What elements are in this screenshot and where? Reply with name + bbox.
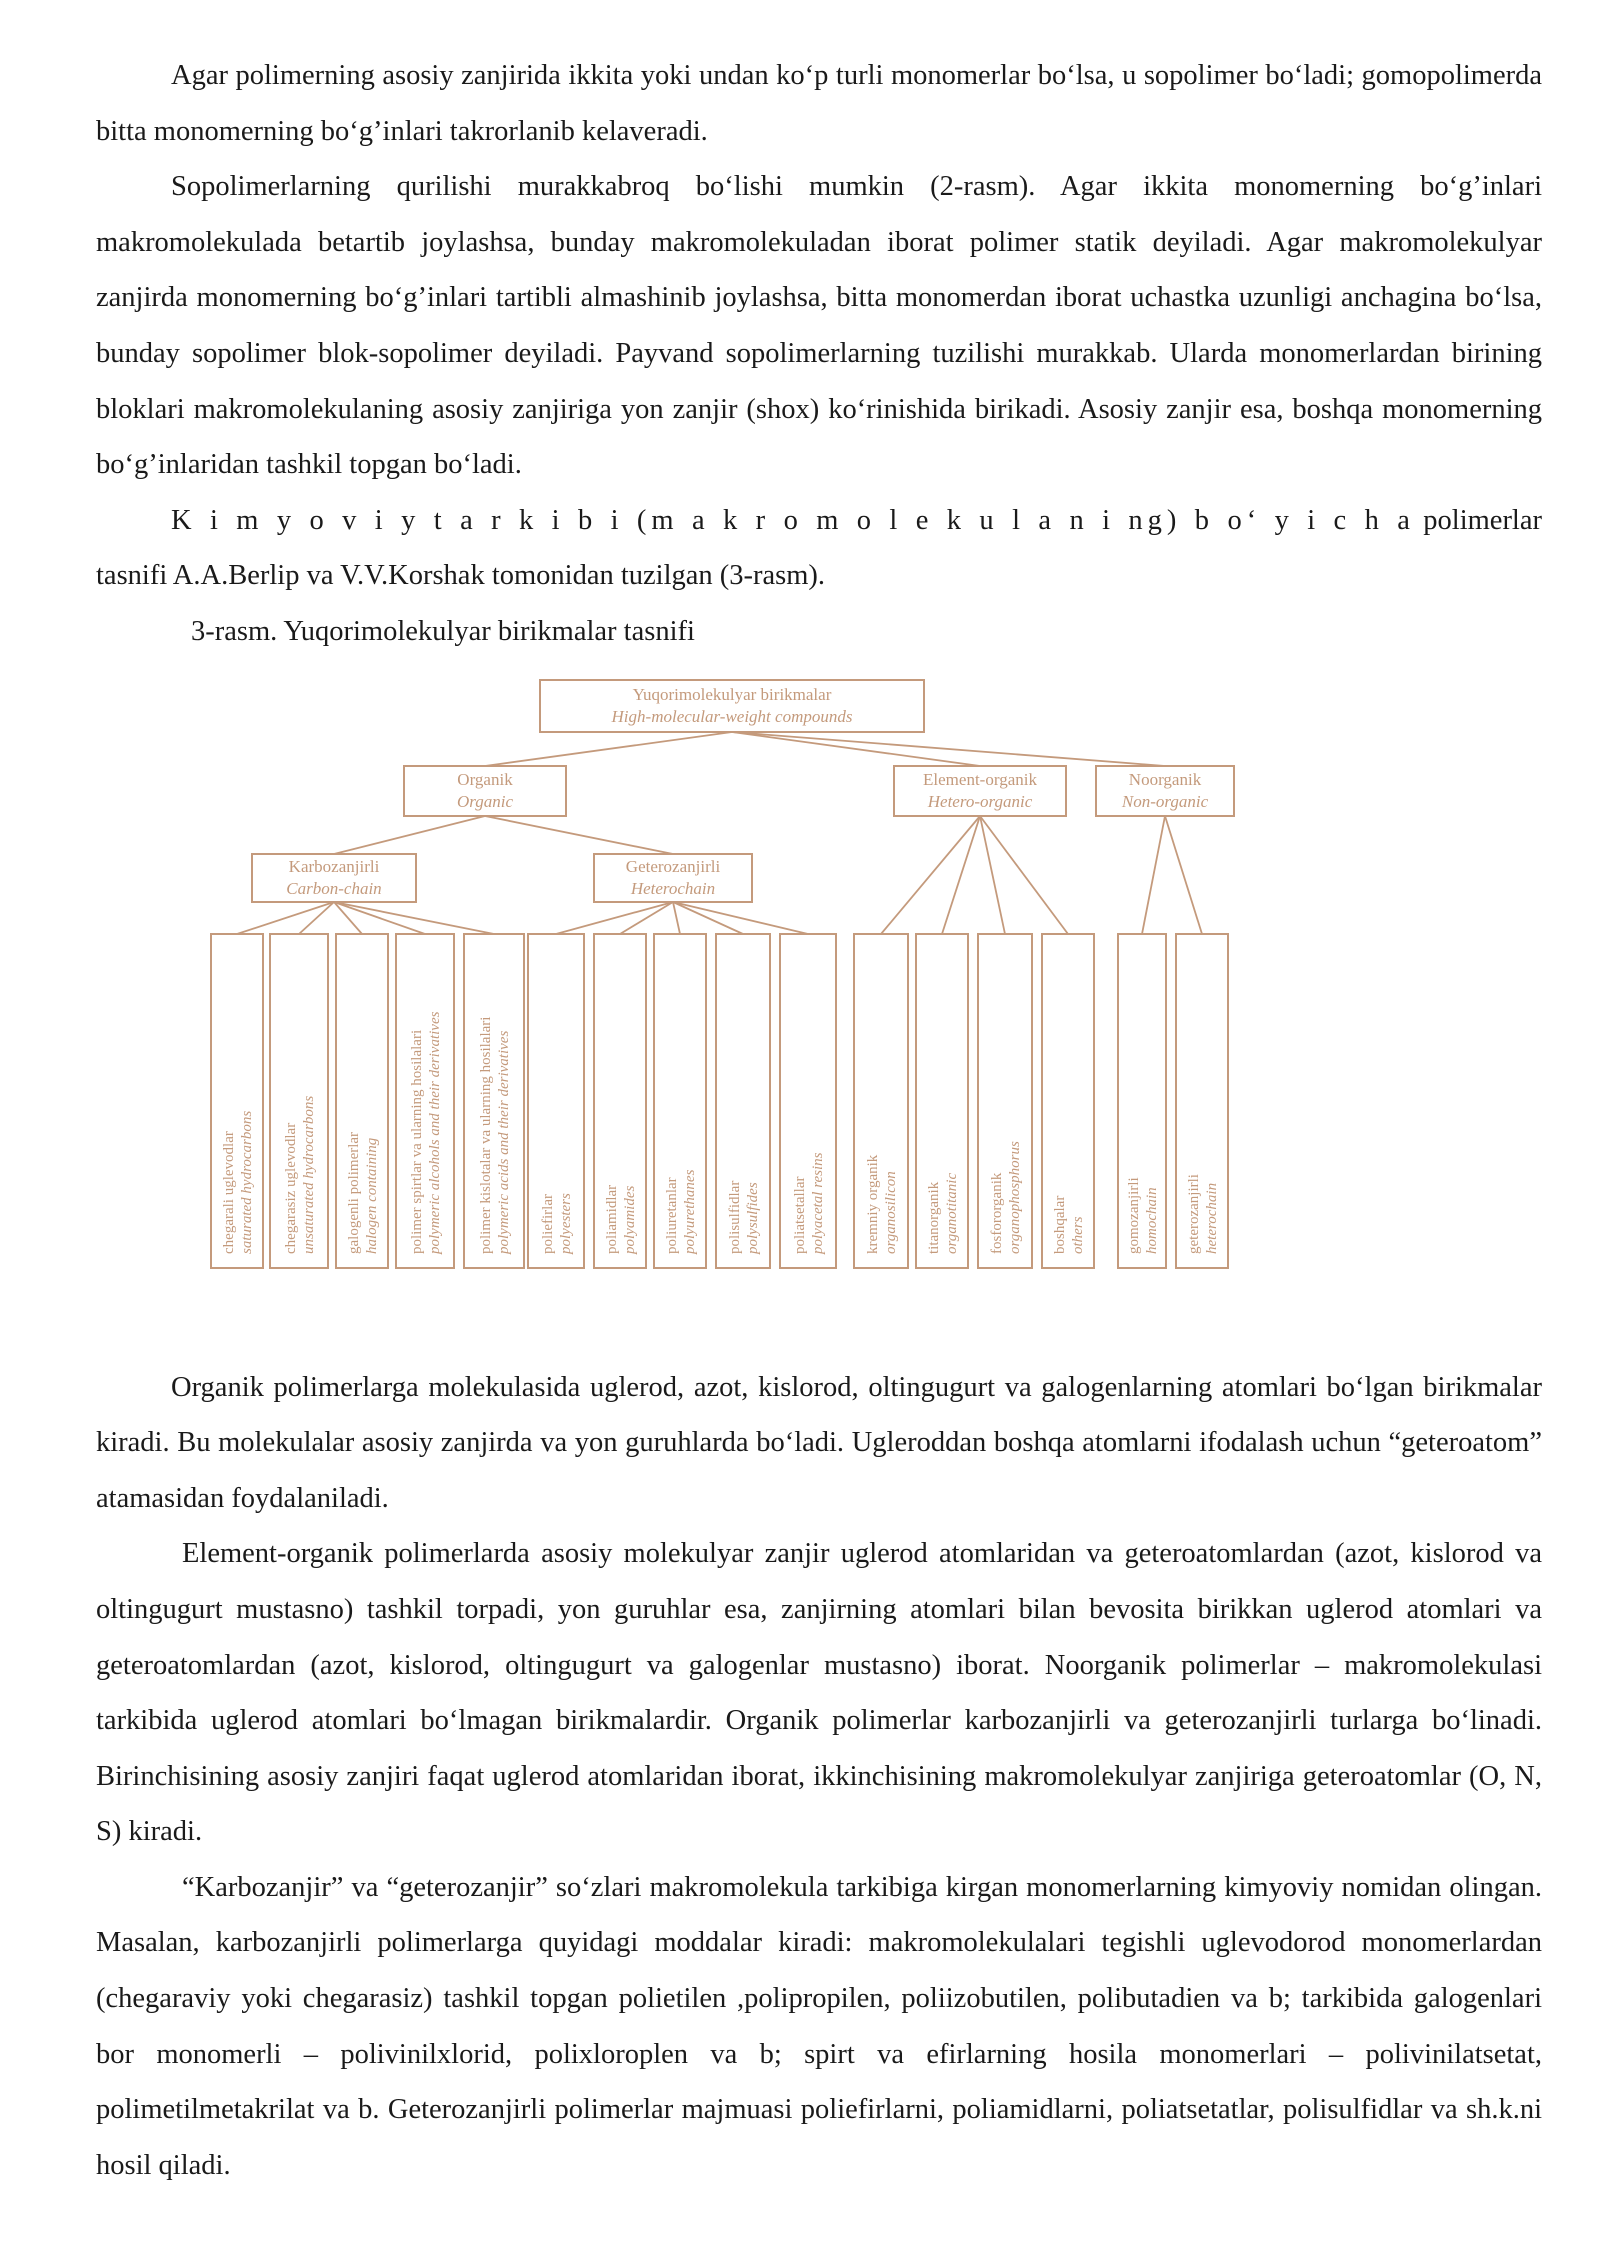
paragraph-classification-rest: polimerlar tasnifi A.A.Berlip va V.V.Korshak tomonidan tuzilgan (3-rasm). — [96, 504, 1542, 592]
leaf-label-en: polymeric alcohols and their derivatives — [427, 1011, 443, 1254]
connector-leaf-16 — [1165, 816, 1202, 934]
diagram-leaf-nodes — [211, 934, 1228, 1268]
node-root-label: Yuqorimolekulyar birikmalar — [632, 684, 832, 704]
leaf-label-en: homochain — [1144, 1186, 1160, 1254]
connector-leaf-2 — [299, 902, 334, 934]
node-heterochain-label-en: Heterochain — [630, 878, 716, 898]
leaf-node-8 — [654, 934, 706, 1268]
classification-diagram-svg — [96, 674, 1542, 1334]
leaf-node-15 — [1118, 934, 1166, 1268]
leaf-label: galogenli polimerlar — [346, 1131, 362, 1254]
figure-caption: 3-rasm. Yuqorimolekulyar birikmalar tasnifi — [191, 615, 695, 647]
leaf-label: boshqalar — [1052, 1195, 1068, 1254]
leaf-label-en: polyesters — [558, 1192, 574, 1254]
leaf-node-16 — [1176, 934, 1228, 1268]
spaced-heading-text: K i m y o v i y t a r k i b i (m a k r o m o l e k u l a n i ng) b o‘ y i c h a — [171, 504, 1415, 536]
leaf-node-6 — [528, 934, 584, 1268]
leaf-label: polimer kislotalar va ularning hosilalari — [478, 1016, 494, 1254]
connector-leaf-11 — [881, 816, 980, 934]
node-root — [540, 680, 924, 732]
node-carbochain-label-en: Carbon-chain — [286, 878, 382, 898]
leaf-label-en: heterochain — [1204, 1182, 1220, 1254]
leaf-label-en: polyacetal resins — [810, 1152, 826, 1254]
leaf-label: kremniy organik — [865, 1154, 881, 1254]
leaf-node-4 — [396, 934, 454, 1268]
leaf-node-10 — [780, 934, 836, 1268]
paragraph-copolymer-intro: Agar polimerning asosiy zanjirida ikkita yoki undan ko‘p turli monomerlar bo‘lsa, u sopolimer bo‘ladi; gomopolimerda bitta monomerning bo‘g’inlari takrorlanib kelaveradi. — [96, 60, 1542, 147]
leaf-label-en: organophosphorus — [1007, 1140, 1023, 1254]
node-carbochain — [252, 854, 416, 902]
leaf-label-en: polymeric acids and their derivatives — [496, 1030, 512, 1254]
connector-leaf-1 — [237, 902, 334, 934]
leaf-node-1 — [211, 934, 263, 1268]
connector-leaf-7 — [620, 902, 673, 934]
node-inorganic — [1096, 766, 1234, 816]
paragraph-copolymer-structure: Sopolimerlarning qurilishi murakkabroq bo‘lishi mumkin (2-rasm). Agar ikkita monomerning bo‘g’inlari makromolekulada betartib joylashsa, bunday makromolekuladan iborat polimer statik deyiladi. Agar makromolekulyar zanjirda monomerning bo‘g’inlari tartibli almashinib joylashsa, bitta monomerdan iborat uchastka uzunligi anchagina bo‘lsa, bunday sopolimer blok-sopolimer deyiladi. Payvand sopolimerlarning tuzilishi murakkab. Ularda monomerlardan birining bloklari makromolekulaning asosiy zanjiriga yon zanjir (shox) ko‘rinishida birikadi. Asosiy zanjir esa, boshqa monomerning bo‘g’inlaridan tashkil topgan bo‘ladi. — [96, 171, 1542, 481]
leaf-label: polisulfidlar — [727, 1180, 743, 1254]
node-organic — [404, 766, 566, 816]
leaf-node-3 — [336, 934, 388, 1268]
leaf-node-13 — [978, 934, 1032, 1268]
leaf-label: gomozanjirli — [1126, 1176, 1142, 1254]
leaf-label: polimer spirtlar va ularning hosilalari — [409, 1029, 425, 1254]
connector-leaf-15 — [1142, 816, 1165, 934]
connector-root-organic — [485, 732, 732, 766]
leaf-label: fosfororganik — [989, 1172, 1005, 1254]
leaf-label-en: polyurethanes — [682, 1169, 698, 1254]
node-element-organic — [894, 766, 1066, 816]
connector-leaf-8 — [673, 902, 680, 934]
document-page — [96, 48, 1542, 2193]
leaf-label: poliuretanlar — [664, 1176, 680, 1254]
connector-leaf-10 — [673, 902, 808, 934]
node-carbochain-label: Karbozanjirli — [288, 856, 380, 876]
leaf-label-en: organosilicon — [883, 1170, 899, 1254]
leaf-node-14 — [1042, 934, 1094, 1268]
node-inorganic-label-en: Non-organic — [1121, 791, 1209, 811]
leaf-node-5 — [464, 934, 524, 1268]
paragraph-organic-polymers: Organik polimerlarga molekulasida uglerod, azot, kislorod, oltingugurt va galogenlarning atomlari bo‘lgan birikmalar kiradi. Bu molekulalar asosiy zanjirda va yon guruhlarda bo‘ladi. Ugleroddan boshqa atomlarni ifodalash uchun “geteroatom” atamasidan foydalaniladi. — [96, 1371, 1542, 1514]
node-organic-label-en: Organic — [456, 791, 514, 811]
leaf-label: poliatsetallar — [792, 1176, 808, 1254]
leaf-node-7 — [594, 934, 646, 1268]
paragraph-classification — [96, 493, 1542, 604]
leaf-label-en: halogen containing — [364, 1137, 380, 1254]
leaf-label-en: others — [1070, 1216, 1086, 1254]
connector-leaf-9 — [673, 902, 743, 934]
leaf-node-12 — [916, 934, 968, 1268]
node-heterochain-label: Geterozanjirli — [625, 856, 721, 876]
paragraph-element-organic: Element-organik polimerlarda asosiy molekulyar zanjir uglerod atomlaridan va geteroatomlardan (azot, kislorod va oltingugurt mustasno) tashkil torpadi, yon guruhlar esa, zanjirning atomlari bilan bevosita birikkan uglerod atomlari va geteroatomlardan (azot, kislorod, oltingugurt va galogenlar mustasno) iborat. Noorganik polimerlar – makromolekulasi tarkibida uglerod atomlari bo‘lmagan birikmalardir. Organik polimerlar karbozanjirli va geterozanjirli turlarga bo‘linadi. Birinchisining asosiy zanjiri faqat uglerod atomlaridan iborat, ikkinchisining makromolekulyar zanjiriga geteroatomlar (O, N, S) kiradi. — [96, 1538, 1542, 1848]
leaf-label: geterozanjirli — [1186, 1173, 1202, 1254]
leaf-label-en: polyamides — [622, 1185, 638, 1254]
leaf-node-2 — [270, 934, 328, 1268]
leaf-label-en: organotitanic — [944, 1172, 960, 1254]
leaf-label-en: saturated hydrocarbons — [239, 1110, 255, 1254]
connector-organic-heterochain — [485, 816, 673, 854]
leaf-label: poliefirlar — [540, 1193, 556, 1254]
node-inorganic-label: Noorganik — [1128, 769, 1202, 789]
connector-leaf-6 — [556, 902, 673, 934]
node-organic-label: Organik — [457, 769, 513, 789]
leaf-node-9 — [716, 934, 770, 1268]
leaf-label: chegarasiz uglevodlar — [283, 1122, 299, 1254]
leaf-label-en: unsaturated hydrocarbons — [301, 1095, 317, 1254]
diagram-connectors — [237, 732, 1202, 934]
connector-organic-carbochain — [334, 816, 485, 854]
node-root-label-en: High-molecular-weight compounds — [611, 706, 853, 726]
leaf-label: chegarali uglevodlar — [221, 1130, 237, 1254]
node-heterochain — [594, 854, 752, 902]
node-element-organic-label: Element-organik — [923, 769, 1037, 789]
leaf-label-en: polysulfides — [745, 1181, 761, 1254]
leaf-node-11 — [854, 934, 908, 1268]
node-element-organic-label-en: Hetero-organic — [927, 791, 1033, 811]
leaf-label: poliamidlar — [604, 1184, 620, 1254]
connector-leaf-12 — [942, 816, 980, 934]
leaf-label: titanorganik — [926, 1181, 942, 1254]
classification-diagram — [96, 674, 1542, 1334]
paragraph-chain-terms: “Karbozanjir” va “geterozanjir” so‘zlari makromolekula tarkibiga kirgan monomerlarning kimyoviy nomidan olingan. Masalan, karbozanjirli polimerlarga quyidagi moddalar kiradi: makromolekulalari tegishli uglevodorod monomerlardan (chegaraviy yoki chegarasiz) tashkil topgan polietilen ,polipropilen, poliizobutilen, polibutadien va b; tarkibida galogenlari bor monomerli – polivinilxlorid, polixloroplen va b; spirt va efirlarning hosila monomerlari – polivinilatsetat, polimetilmetakrilat va b. Geterozanjirli polimerlar majmuasi poliefirlarni, poliamidlarni, poliatsetatlar, polisulfidlar va sh.k.ni hosil qiladi. — [96, 1871, 1542, 2181]
